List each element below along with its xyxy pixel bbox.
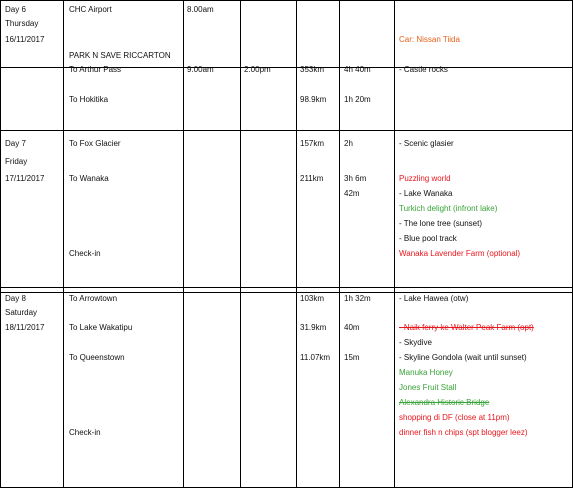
day8-label: Day 8 — [5, 294, 26, 303]
day8-leg1-note: - Lake Hawea (otw) — [399, 294, 469, 303]
day7-note-lake-wanaka: - Lake Wanaka — [399, 189, 453, 198]
day7-leg1-note: - Scenic glasier — [399, 139, 454, 148]
day7-note-lone-tree: - The lone tree (sunset) — [399, 219, 483, 228]
day8-note-manuka-honey: Manuka Honey — [399, 368, 453, 377]
grid-col-line-0 — [0, 0, 1, 488]
day7-weekday: Friday — [5, 157, 28, 166]
day6-leg2-dist: 98.9km — [300, 95, 327, 104]
day7-date: 17/11/2017 — [5, 174, 45, 183]
grid-line-top — [0, 0, 573, 1]
day7-leg2-dur-extra: 42m — [344, 189, 360, 198]
grid-col-line-1 — [63, 0, 64, 488]
day8-date: 18/11/2017 — [5, 323, 45, 332]
day8-note-ferry: - Naik ferry ke Walter Peak Farm (opt) — [399, 323, 534, 332]
grid-col-line-3 — [240, 0, 241, 488]
day7-separator-bottom — [0, 292, 573, 293]
grid-col-line-2 — [183, 0, 184, 488]
day8-note-gondola: - Skyline Gondola (wait until sunset) — [399, 353, 527, 362]
day6-park-header: PARK N SAVE RICCARTON — [69, 51, 171, 60]
day8-leg3-dest: To Queenstown — [69, 353, 125, 362]
day7-label: Day 7 — [5, 139, 26, 148]
day8-weekday: Saturday — [5, 308, 38, 317]
grid-col-line-6 — [394, 0, 395, 488]
day6-car: Car: Nissan Tiida — [399, 35, 460, 44]
day8-leg1-dur: 1h 32m — [344, 294, 371, 303]
day7-checkin: Check-in — [69, 249, 101, 258]
day6-leg2-dur: 1h 20m — [344, 95, 371, 104]
grid-col-line-4 — [296, 0, 297, 488]
day6-start-place: CHC Airport — [69, 5, 112, 14]
day6-leg1-dep: 9.00am — [187, 65, 214, 74]
day8-note-skydive: - Skydive — [399, 338, 432, 347]
day7-leg2-dur: 3h 6m — [344, 174, 367, 183]
day6-separator-bottom — [0, 130, 573, 131]
day8-leg1-dist: 103km — [300, 294, 325, 303]
day8-checkin: Check-in — [69, 428, 101, 437]
day8-leg1-dest: To Arrowtown — [69, 294, 118, 303]
day8-note-dinner: dinner fish n chips (spt blogger leez) — [399, 428, 528, 437]
day8-leg2-dest: To Lake Wakatipu — [69, 323, 133, 332]
day7-leg1-dist: 157km — [300, 139, 325, 148]
day6-start-time: 8.00am — [187, 5, 214, 14]
grid-col-line-5 — [339, 0, 340, 488]
day7-leg1-dur: 2h — [344, 139, 353, 148]
grid-line-bottom — [0, 487, 573, 488]
day7-leg1-dest: To Fox Glacier — [69, 139, 121, 148]
day6-leg1-note: - Castle rocks — [399, 65, 448, 74]
day6-label: Day 6 — [5, 5, 26, 14]
day8-leg2-dur: 40m — [344, 323, 360, 332]
day7-separator-top — [0, 287, 573, 288]
day8-leg3-dist: 11.07km — [300, 353, 331, 362]
day6-leg1-dest: To Arthur Pass — [69, 65, 122, 74]
day8-leg2-dist: 31.9km — [300, 323, 327, 332]
day7-note-blue-pool: - Blue pool track — [399, 234, 457, 243]
day7-note-turkish-delight: Turkich delight (infront lake) — [399, 204, 498, 213]
day8-note-alexandra-bridge: Alexandra Historic Bridge — [399, 398, 490, 407]
day6-leg2-dest: To Hokitika — [69, 95, 109, 104]
day6-leg1-dur: 4h 40m — [344, 65, 371, 74]
day8-note-jones-fruit: Jones Fruit Stall — [399, 383, 457, 392]
day7-checkin-note: Wanaka Lavender Farm (optional) — [399, 249, 521, 258]
day6-weekday: Thursday — [5, 19, 39, 28]
day6-date: 16/11/2017 — [5, 35, 45, 44]
day7-note-puzzling-world: Puzzling world — [399, 174, 451, 183]
day8-leg3-dur: 15m — [344, 353, 360, 362]
day6-leg1-arr: 2.00pm — [244, 65, 271, 74]
day7-leg2-dest: To Wanaka — [69, 174, 109, 183]
day8-note-shopping: shopping di DF (close at 11pm) — [399, 413, 510, 422]
day7-leg2-dist: 211km — [300, 174, 324, 183]
day6-leg1-dist: 353km — [300, 65, 325, 74]
